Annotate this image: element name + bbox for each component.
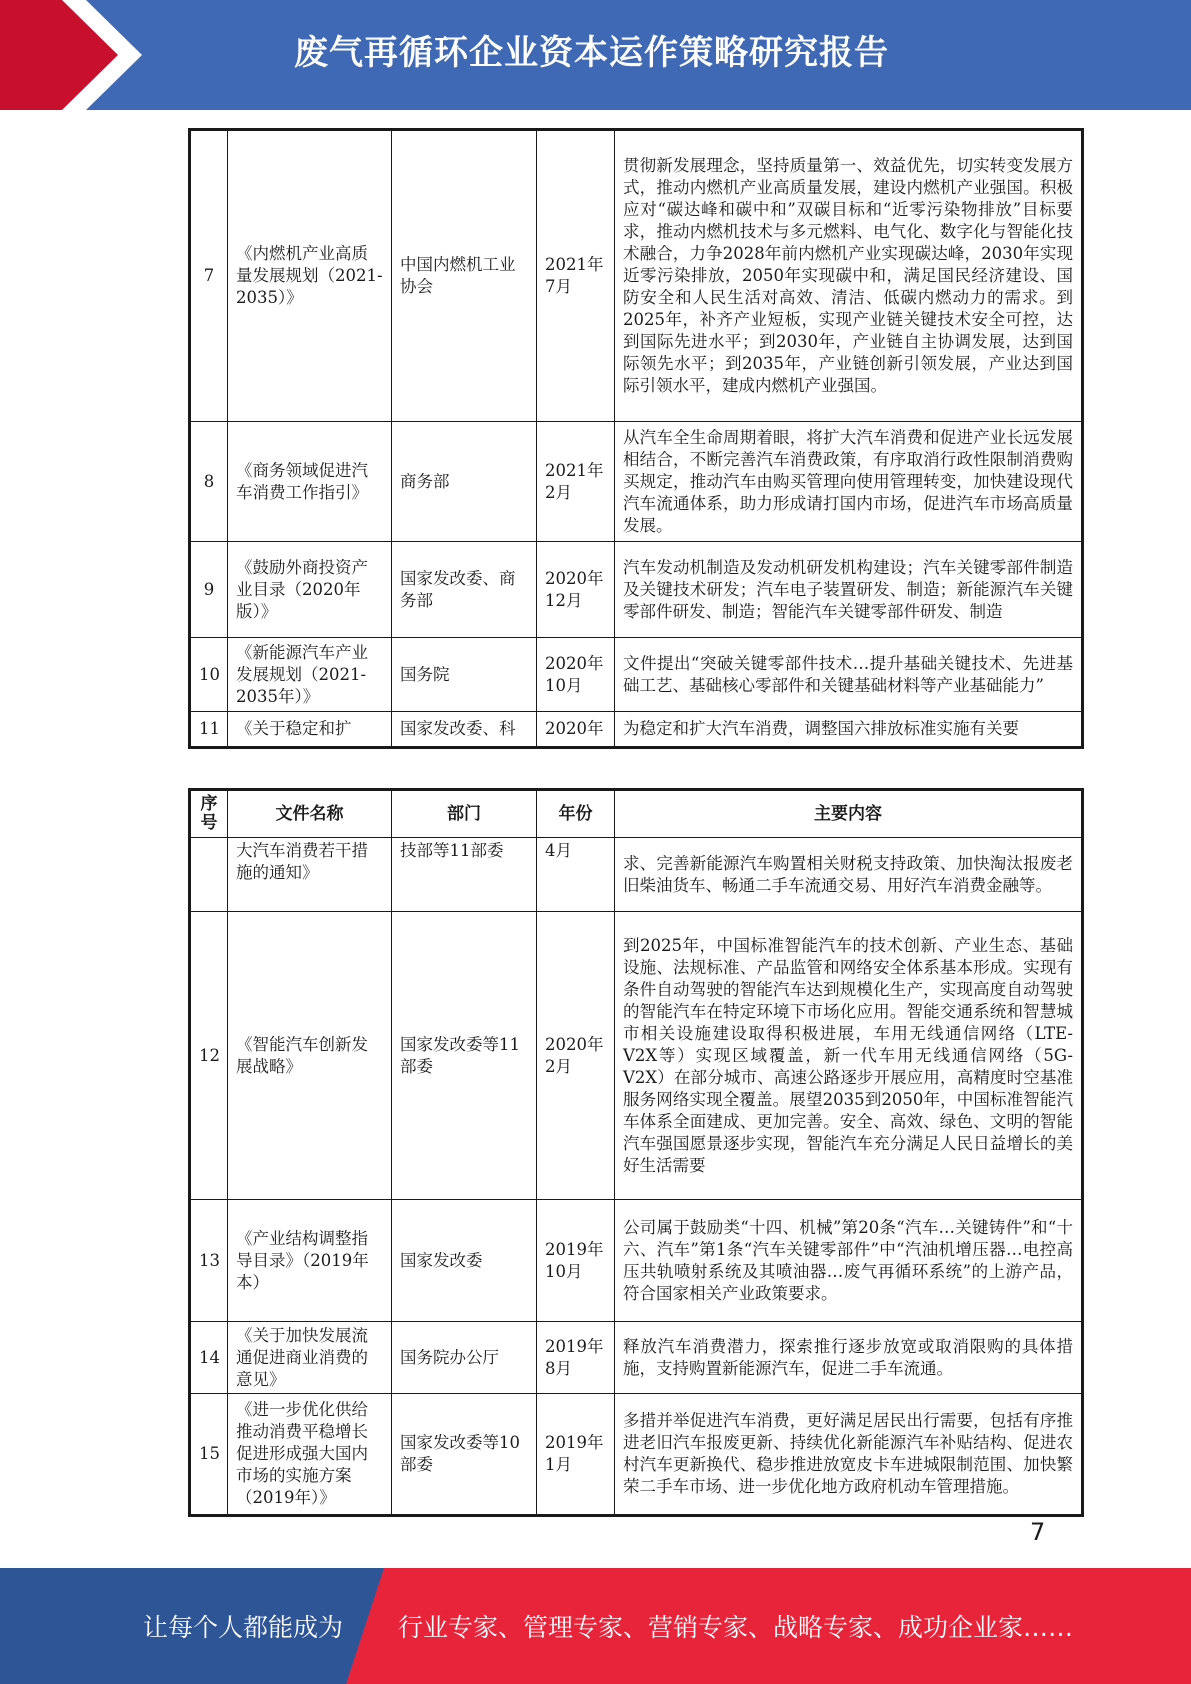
department: 国家发改委等11部委 — [392, 912, 537, 1200]
table-header-row — [190, 790, 1083, 838]
department: 商务部 — [392, 422, 537, 542]
row-number: 7 — [190, 130, 228, 422]
document-name: 《关于加快发展流通促进商业消费的意见》 — [228, 1322, 392, 1394]
department: 中国内燃机工业协会 — [392, 130, 537, 422]
document-name: 《商务领域促进汽车消费工作指引》 — [228, 422, 392, 542]
policy-table-top — [188, 128, 1084, 749]
main-content: 为稳定和扩大汽车消费，调整国六排放标准实施有关要 — [615, 712, 1083, 748]
main-content: 从汽车全生命周期着眼，将扩大汽车消费和促进产业长远发展相结合，不断完善汽车消费政策，有序取消行政性限制消费购买规定，推动汽车由购买管理向使用管理转变，加快建设现代汽车流通体系，助力形成请打国内市场，促进汽车市场高质量发展。 — [615, 422, 1083, 542]
table-row — [190, 638, 1083, 712]
table-row — [190, 838, 1083, 912]
main-content: 到2025年，中国标准智能汽车的技术创新、产业生态、基础设施、法规标准、产品监管和网络安全体系基本形成。实现有条件自动驾驶的智能汽车达到规模化生产，实现高度自动驾驶的智能汽车在特定环境下市场化应用。智能交通系统和智慧城市相关设施建设取得积极进展，车用无线通信网络（LTE-V2X等）实现区域覆盖，新一代车用无线通信网络（5G-V2X）在部分城市、高速公路逐步开展应用，高精度时空基准服务网络实现全覆盖。展望2035到2050年，中国标准智能汽车体系全面建成、更加完善。安全、高效、绿色、文明的智能汽车强国愿景逐步实现，智能汽车充分满足人民日益增长的美好生活需要 — [615, 912, 1083, 1200]
column-header-content: 主要内容 — [615, 790, 1083, 838]
header-chevron-decoration — [0, 0, 160, 110]
issue-date: 2021年7月 — [537, 130, 615, 422]
row-number — [190, 838, 228, 912]
table-row — [190, 1394, 1083, 1516]
department: 国家发改委、商务部 — [392, 542, 537, 638]
table-row — [190, 1322, 1083, 1394]
table-row — [190, 1200, 1083, 1322]
issue-date: 2020年2月 — [537, 912, 615, 1200]
table-row — [190, 130, 1083, 422]
row-number: 14 — [190, 1322, 228, 1394]
page-number: 7 — [1030, 1518, 1046, 1546]
column-header-name: 文件名称 — [228, 790, 392, 838]
footer-slogan-left: 让每个人都能成为 — [143, 1613, 344, 1642]
document-name: 《关于稳定和扩 — [228, 712, 392, 748]
row-number: 15 — [190, 1394, 228, 1516]
page-header — [0, 0, 1191, 110]
main-content: 释放汽车消费潜力，探索推行逐步放宽或取消限购的具体措施，支持购置新能源汽车，促进二手车流通。 — [615, 1322, 1083, 1394]
issue-date: 2020年12月 — [537, 542, 615, 638]
row-number: 10 — [190, 638, 228, 712]
footer-slogan-right: 行业专家、管理专家、营销专家、战略专家、成功企业家…… — [398, 1613, 1074, 1642]
department: 国务院 — [392, 638, 537, 712]
issue-date: 2019年8月 — [537, 1322, 615, 1394]
department: 国家发改委、科 — [392, 712, 537, 748]
issue-date: 2019年10月 — [537, 1200, 615, 1322]
issue-date: 2020年 — [537, 712, 615, 748]
column-header-department: 部门 — [392, 790, 537, 838]
table-row — [190, 542, 1083, 638]
main-content: 公司属于鼓励类“十四、机械”第20条“汽车…关键铸件”和“十六、汽车”第1条“汽车关键零部件”中“汽油机增压器…电控高压共轨喷射系统及其喷油器…废气再循环系统”的上游产品，符合国家相关产业政策要求。 — [615, 1200, 1083, 1322]
document-name: 《产业结构调整指导目录》（2019年本） — [228, 1200, 392, 1322]
department: 国家发改委 — [392, 1200, 537, 1322]
document-name: 《鼓励外商投资产业目录（2020年版）》 — [228, 542, 392, 638]
main-content: 多措并举促进汽车消费，更好满足居民出行需要，包括有序推进老旧汽车报废更新、持续优化新能源汽车补贴结构、促进农村汽车更新换代、稳步推进放宽皮卡车进城限制范围、加快繁荣二手车市场、进一步优化地方政府机动车管理措施。 — [615, 1394, 1083, 1516]
row-number: 13 — [190, 1200, 228, 1322]
department: 技部等11部委 — [392, 838, 537, 912]
issue-date: 4月 — [537, 838, 615, 912]
page-footer — [0, 1568, 1191, 1684]
issue-date: 2019年1月 — [537, 1394, 615, 1516]
row-number: 12 — [190, 912, 228, 1200]
document-name: 大汽车消费若干措施的通知》 — [228, 838, 392, 912]
department: 国务院办公厅 — [392, 1322, 537, 1394]
document-name: 《智能汽车创新发展战略》 — [228, 912, 392, 1200]
document-name: 《新能源汽车产业发展规划（2021-2035年）》 — [228, 638, 392, 712]
main-content: 汽车发动机制造及发动机研发机构建设；汽车关键零部件制造及关键技术研发；汽车电子装置研发、制造；新能源汽车关键零部件研发、制造；智能汽车关键零部件研发、制造 — [615, 542, 1083, 638]
row-number: 8 — [190, 422, 228, 542]
main-content: 文件提出“突破关键零部件技术…提升基础关键技术、先进基础工艺、基础核心零部件和关键基础材料等产业基础能力” — [615, 638, 1083, 712]
column-header-number: 序号 — [190, 790, 228, 838]
report-title: 废气再循环企业资本运作策略研究报告 — [294, 33, 889, 73]
table-row — [190, 712, 1083, 748]
department: 国家发改委等10部委 — [392, 1394, 537, 1516]
table-row — [190, 422, 1083, 542]
issue-date: 2020年10月 — [537, 638, 615, 712]
main-content: 求、完善新能源汽车购置相关财税支持政策、加快淘汰报废老旧柴油货车、畅通二手车流通交易、用好汽车消费金融等。 — [615, 838, 1083, 912]
document-name: 《内燃机产业高质量发展规划（2021-2035）》 — [228, 130, 392, 422]
policy-table-bottom — [188, 788, 1084, 1517]
main-content: 贯彻新发展理念，坚持质量第一、效益优先，切实转变发展方式，推动内燃机产业高质量发展，建设内燃机产业强国。积极应对“碳达峰和碳中和”双碳目标和“近零污染物排放”目标要求，推动内燃机技术与多元燃料、电气化、数字化与智能化技术融合，力争2028年前内燃机产业实现碳达峰，2030年实现近零污染排放，2050年实现碳中和，满足国民经济建设、国防安全和人民生活对高效、清洁、低碳内燃动力的需求。到2025年，补齐产业短板，实现产业链关键技术安全可控，达到国际先进水平；到2030年，产业链自主协调发展，达到国际领先水平；到2035年，产业链创新引领发展，产业达到国际引领水平，建成内燃机产业强国。 — [615, 130, 1083, 422]
row-number: 11 — [190, 712, 228, 748]
column-header-year: 年份 — [537, 790, 615, 838]
table-row — [190, 912, 1083, 1200]
document-name: 《进一步优化供给推动消费平稳增长促进形成强大国内市场的实施方案（2019年）》 — [228, 1394, 392, 1516]
issue-date: 2021年2月 — [537, 422, 615, 542]
row-number: 9 — [190, 542, 228, 638]
